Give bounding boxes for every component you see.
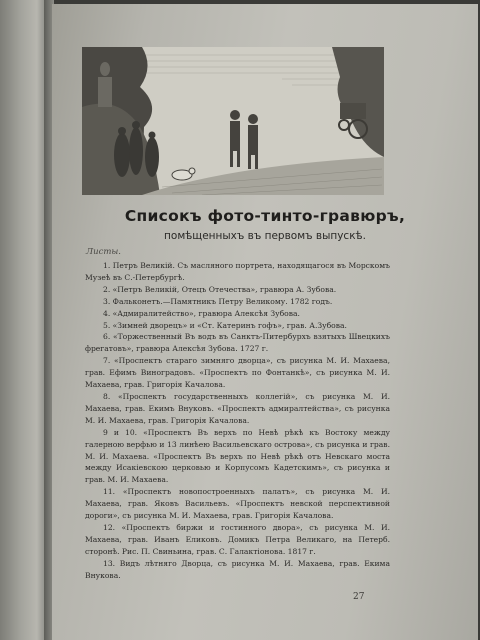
list-item: 12. «Проспектъ биржи и гостинного двора», съ рисунка М. И. Махаева, грав. Иванъ Еликовъ. Домикъ Петра Великаго, на Петерб. сторонѣ. Рис. П. Свиньина, грав. С. Галактіонова. 1817 г. xyxy=(85,522,390,556)
sheets-column-label: Листы. xyxy=(86,247,122,257)
list-item: 6. «Торжественный Въ водъ въ Санктъ-Питербурхъ взятыхъ Швецкихъ фрегатовъ», гравюра Алексѣя Зубова. 1727 г. xyxy=(85,332,390,354)
list-item: 2. «Петръ Великій, Отецъ Отечества», гравюра А. Зубова. xyxy=(103,284,337,294)
list-item: 3. Фальконетъ.—Памятникъ Петру Великому. 1782 годъ. xyxy=(103,296,333,306)
book-page xyxy=(52,4,478,640)
list-item: 8. «Проспектъ государственныхъ коллегій», съ рисунка М. И. Махаева, грав. Екимъ Внуковъ. «Проспектъ адмиралтейства», съ рисунка М. И. Махаева, грав. Григорія Качалова. xyxy=(85,391,390,425)
list-item: 11. «Проспектъ новопостроенныхъ палатъ», съ рисунка М. И. Махаева, грав. Яковъ Васильевъ. «Проспектъ невской перспективной дороги», съ рисунка М. И. Махаева, грав. Григорія Качалова. xyxy=(85,487,390,521)
list-item: 13. Видъ лѣтняго Дворца, съ рисунка М. И. Махаева, грав. Екима Внукова. xyxy=(85,558,390,580)
left-page-edge xyxy=(0,0,46,640)
list-item: 7. «Проспектъ стараго зимняго дворца», съ рисунка М. И. Махаева, грав. Ефимъ Виноградовъ. «Проспектъ по Фонтанкѣ», съ рисунка М. И. Махаева, грав. Григорія Качалова. xyxy=(85,356,390,390)
engraving-illustration xyxy=(82,47,384,195)
list-item: 1. Петръ Великій. Съ масляного портрета, находящагося въ Морскомъ Музеѣ въ С.-Петербургѣ. xyxy=(85,261,390,282)
list-item: 9 и 10. «Проспектъ Въ верхъ по Невѣ рѣкѣ къ Востоку между галерною верфью и 13 линѣею Васильевскаго острова», съ рисунка и грав. М. И. Махаева. «Проспектъ Въ верхъ по Невѣ рѣкѣ отъ Невскаго моста между Исакіевскою церковью и Корпусомъ Кадетскимъ», съ рисунка и грав. М. И. Махаева. xyxy=(85,427,390,485)
list-subtitle: помѣщенныхъ въ первомъ выпускѣ. xyxy=(164,230,366,242)
engraving-list xyxy=(85,260,390,581)
list-item: 4. «Адмиралитейство», гравюра Алексѣя Зубова. xyxy=(103,308,300,318)
engraving-drawing xyxy=(82,47,384,195)
list-title: Списокъ фото-тинто-гравюръ, xyxy=(124,207,406,225)
list-item: 5. «Зимней дворецъ» и «Ст. Катеринъ гофъ», грав. А.Зубова. xyxy=(103,320,347,330)
page-number: 27 xyxy=(353,592,365,602)
